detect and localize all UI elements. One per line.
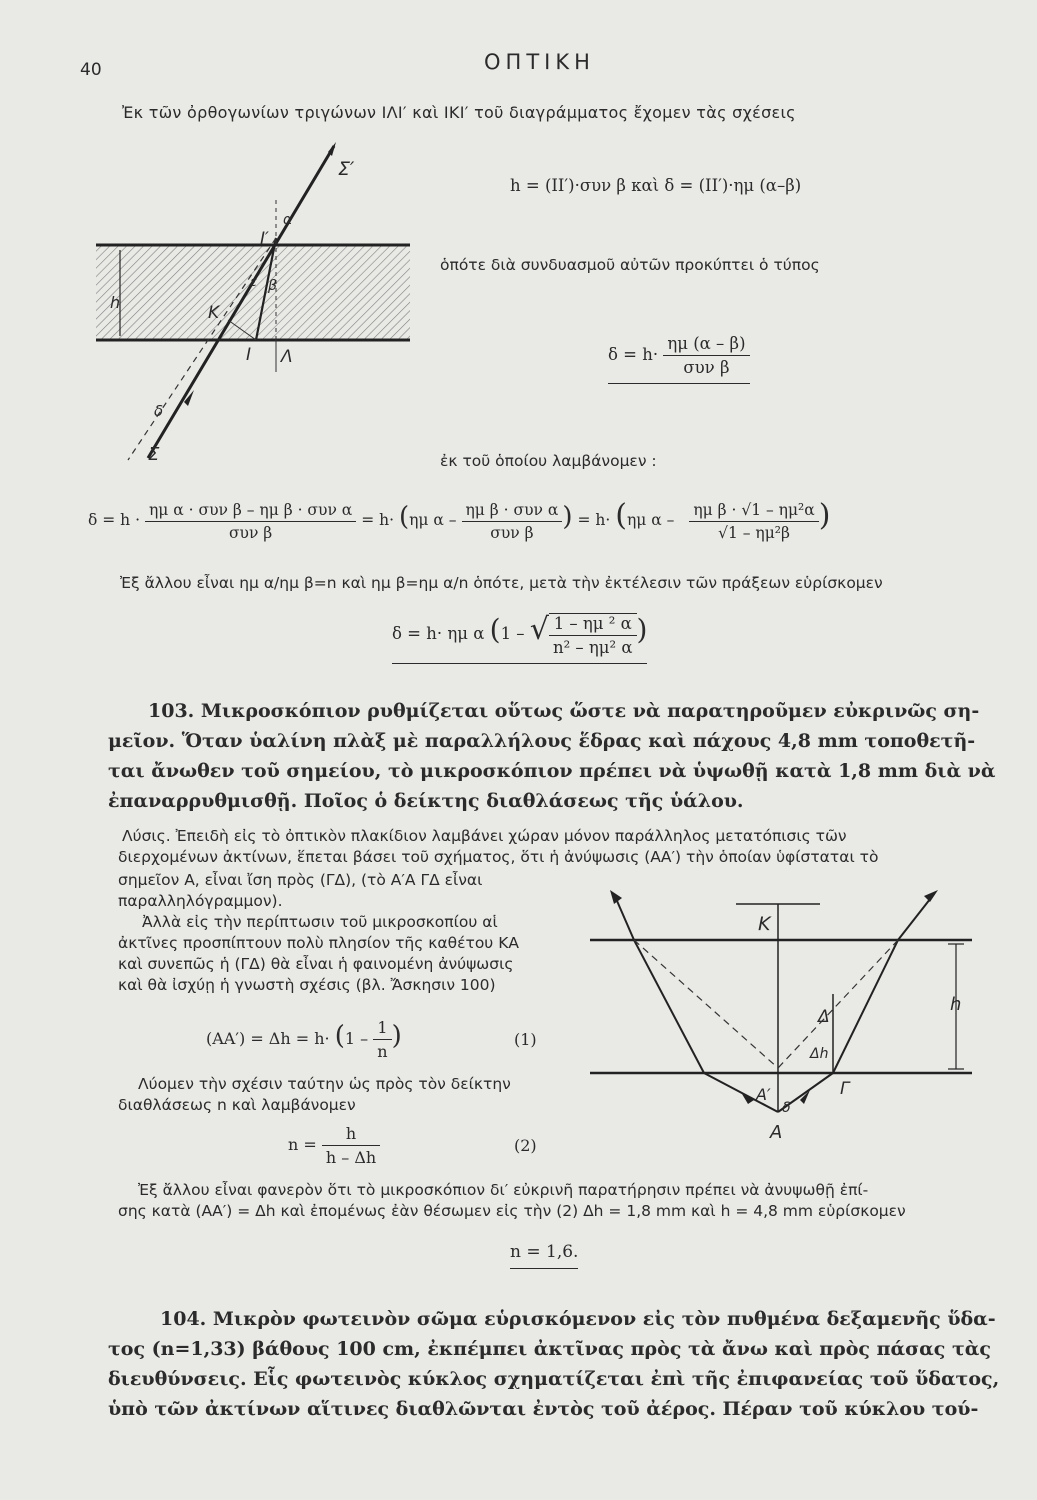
paren-close: ) bbox=[391, 1021, 402, 1051]
eq-c-f2-numerator: ημ β · συν α bbox=[462, 501, 563, 522]
label-delta-point: Δ bbox=[818, 1007, 830, 1027]
label-beta: β bbox=[268, 278, 277, 294]
ray-right-exit bbox=[898, 894, 934, 940]
solution-line: σης κατὰ (ΑΑ′) = Δh καὶ ἐπομένως ἐὰν θέσωμεν εἰς τὴν (2) Δh = 1,8 mm καὶ h = 4,8 mm εὑρίσκομεν bbox=[118, 1202, 906, 1220]
solution-line: καὶ θὰ ἰσχύῃ ἡ γνωστὴ σχέσις (βλ. Ἄσκησιν 100) bbox=[118, 976, 496, 994]
radical-sign: √ bbox=[529, 612, 549, 647]
eq-c-equals-3: = h· bbox=[577, 511, 611, 529]
problem-104 bbox=[108, 1304, 999, 1424]
label-a-prime: Α′ bbox=[756, 1085, 771, 1104]
eq-d-radicand-numerator: 1 – ημ ² α bbox=[549, 614, 637, 636]
solution-line: Ἀλλὰ εἰς τὴν περίπτωσιν τοῦ μικροσκοπίου αἱ bbox=[142, 913, 498, 931]
equation-delta-formula bbox=[608, 334, 750, 384]
solution-intro bbox=[118, 826, 878, 868]
eq2-lhs: n = bbox=[288, 1135, 317, 1154]
equation-expanded bbox=[88, 498, 830, 542]
eq-c-f3-numerator: ημ β · √1 – ημ²α bbox=[689, 501, 818, 522]
paren-open: ( bbox=[489, 613, 501, 646]
dashed-right bbox=[778, 940, 898, 1068]
page-number: 40 bbox=[80, 60, 102, 80]
eq-b-lhs: δ = h· bbox=[608, 345, 659, 364]
eq-c-f1-denominator: συν β bbox=[228, 523, 273, 542]
label-delta: δ bbox=[154, 402, 164, 420]
problem-104-line: ὑπὸ τῶν ἀκτίνων αἵτινες διαθλῶνται ἐντὸς τοῦ ἀέρος. Πέραν τοῦ κύκλου τού- bbox=[108, 1398, 979, 1420]
other-relation-line: Ἐξ ἄλλου εἶναι ημ α/ημ β=n καὶ ημ β=ημ α/n ὁπότε, μετὰ τὴν ἐκτέλεσιν τῶν πράξεων εὑρίσκομεν bbox=[120, 574, 883, 592]
solution-line: σημεῖον Α, εἶναι ἴση πρὸς (ΓΔ), (τὸ Α′Α ΓΔ εἶναι bbox=[118, 871, 483, 889]
solution-line: ἀκτῖνες προσπίπτουν πολὺ πλησίον τῆς καθέτου ΚΑ bbox=[118, 934, 519, 952]
problem-103-line: 103. Μικροσκόπιον ρυθμίζεται οὕτως ὥστε νὰ παρατηροῦμεν εὐκρινῶς ση- bbox=[148, 700, 980, 722]
problem-104-line: διευθύνσεις. Εἷς φωτεινὸς κύκλος σχηματίζεται ἐπὶ τῆς ἐπιφανείας τοῦ ὕδατος, bbox=[108, 1368, 1000, 1390]
label-k: Κ bbox=[758, 913, 771, 935]
intro-line: Ἐκ τῶν ὀρθογωνίων τριγώνων ΙΛΙ′ καὶ ΙΚΙ′ τοῦ διαγράμματος ἔχομεν τὰς σχέσεις bbox=[122, 103, 796, 122]
paren-open: ( bbox=[615, 498, 627, 533]
equation-h-delta: h = (ΙΙ′)·συν β καὶ δ = (ΙΙ′)·ημ (α–β) bbox=[510, 176, 802, 195]
dashed-left bbox=[634, 940, 778, 1068]
eq-c-lhs: δ = h · bbox=[88, 511, 141, 529]
result-n: n = 1,6. bbox=[510, 1242, 578, 1269]
eq1-lhs: (ΑΑ′) = Δh = h· bbox=[206, 1029, 330, 1048]
from-which-line: ἐκ τοῦ ὁποίου λαμβάνομεν : bbox=[440, 452, 657, 470]
problem-103 bbox=[108, 696, 995, 816]
ray-right-inside bbox=[833, 940, 898, 1073]
equation-2 bbox=[288, 1124, 380, 1167]
running-header: ΟΠΤΙΚΗ bbox=[484, 50, 595, 74]
solution-final bbox=[118, 1180, 906, 1222]
arrow-left-top bbox=[610, 890, 622, 904]
ray-left-inside bbox=[634, 940, 704, 1073]
eq-d-lhs: δ = h· ημ α bbox=[392, 624, 485, 643]
microscope-plate-figure bbox=[586, 882, 981, 1154]
label-i-prime: Ι′ bbox=[260, 229, 269, 249]
eq-c-paren2: ημ α – bbox=[409, 511, 457, 529]
label-delta-angle: δ bbox=[782, 1100, 791, 1116]
glass-plate bbox=[96, 245, 410, 340]
problem-103-line: μεῖον. Ὅταν ὑαλίνη πλὰξ μὲ παραλλήλους ἕδρας καὶ πάχους 4,8 mm τοποθετῆ- bbox=[108, 730, 976, 752]
solution-left-column bbox=[118, 870, 519, 996]
label-alpha: α bbox=[283, 212, 293, 228]
equation-final-delta bbox=[392, 612, 647, 664]
combination-line: ὁπότε διὰ συνδυασμοῦ αὐτῶν προκύπτει ὁ τύπος bbox=[440, 256, 820, 274]
arrow-right-top bbox=[924, 890, 938, 902]
solution-line: διερχομένων ἀκτίνων, ἕπεται βάσει τοῦ σχήματος, ὅτι ἡ ἀνύψωσις (ΑΑ′) τὴν ὁποίαν ὑφίσταται τὸ bbox=[118, 848, 879, 866]
paren-open: ( bbox=[398, 502, 410, 532]
label-k: Κ bbox=[208, 303, 220, 323]
eq-b-numerator: ημ (α – β) bbox=[663, 334, 749, 356]
label-sigma-prime: Σ′ bbox=[338, 158, 355, 180]
solution-line: παραλληλόγραμμον). bbox=[118, 892, 283, 910]
solve-lines bbox=[118, 1074, 511, 1116]
solution-line: καὶ συνεπῶς ἡ (ΓΔ) θὰ εἶναι ἡ φαινομένη ἀνύψωσις bbox=[118, 955, 514, 973]
eq-c-f3-denominator: √1 – ημ²β bbox=[718, 523, 790, 542]
solution-line: διαθλάσεως n καὶ λαμβάνομεν bbox=[118, 1096, 356, 1114]
label-delta-h: Δh bbox=[810, 1046, 829, 1062]
plate-refraction-figure bbox=[88, 140, 428, 480]
eq-b-denominator: συν β bbox=[683, 358, 730, 377]
eq-c-paren3: ημ α – bbox=[626, 511, 675, 529]
eq1-paren: 1 – bbox=[344, 1029, 369, 1048]
equation-2-tag: (2) bbox=[514, 1136, 537, 1155]
label-gamma: Γ bbox=[840, 1079, 850, 1099]
label-h: h bbox=[950, 994, 962, 1015]
label-epsilon: ε bbox=[250, 275, 258, 290]
eq1-denominator: n bbox=[377, 1042, 388, 1061]
eq2-denominator: h – Δh bbox=[325, 1148, 377, 1167]
problem-104-line: 104. Μικρὸν φωτεινὸν σῶμα εὑρισκόμενον εἰς τὸν πυθμένα δεξαμενῆς ὕδα- bbox=[160, 1308, 996, 1330]
problem-104-line: τος (n=1,33) βάθους 100 cm, ἐκπέμπει ἀκτῖνας πρὸς τὰ ἄνω καὶ πρὸς πάσας τὰς bbox=[108, 1338, 991, 1360]
paren-close: ) bbox=[818, 498, 831, 533]
eq2-numerator: h bbox=[322, 1124, 380, 1146]
equation-1-tag: (1) bbox=[514, 1030, 537, 1049]
problem-103-line: ἐπαναρρυθμισθῇ. Ποῖος ὁ δείκτης διαθλάσεως τῆς ὑάλου. bbox=[108, 790, 744, 812]
eq-c-f1-numerator: ημ α · συν β – ημ β · συν α bbox=[145, 501, 356, 522]
label-i: Ι bbox=[246, 345, 252, 365]
label-a: Α bbox=[770, 1122, 783, 1143]
label-h: h bbox=[110, 293, 121, 312]
paren-close: ) bbox=[636, 613, 648, 646]
eq-d-radicand-denominator: n² – ημ² α bbox=[552, 637, 633, 657]
problem-103-line: ται ἄνωθεν τοῦ σημείου, τὸ μικροσκόπιον πρέπει νὰ ὑψωθῇ κατὰ 1,8 mm διὰ νὰ bbox=[108, 760, 996, 782]
eq-c-equals-2: = h· bbox=[361, 511, 395, 529]
eq1-numerator: 1 bbox=[373, 1018, 391, 1040]
label-lambda: Λ bbox=[281, 347, 293, 367]
solution-line: Λύομεν τὴν σχέσιν ταύτην ὡς πρὸς τὸν δείκτην bbox=[138, 1075, 511, 1093]
paren-open: ( bbox=[334, 1021, 345, 1051]
solution-line: Ἐξ ἄλλου εἶναι φανερὸν ὅτι τὸ μικροσκόπιον δι′ εὐκρινῆ παρατήρησιν πρέπει νὰ ἀνυψωθῇ ἐπί- bbox=[138, 1181, 869, 1199]
label-sigma: Σ bbox=[148, 444, 160, 465]
eq-c-f2-denominator: συν β bbox=[490, 523, 534, 542]
equation-1 bbox=[206, 1018, 402, 1061]
solution-line: Λύσις. Ἐπειδὴ εἰς τὸ ὀπτικὸν πλακίδιον λαμβάνει χώραν μόνον παράλληλος μετατόπισις τῶν bbox=[122, 827, 847, 845]
paren-close: ) bbox=[562, 502, 573, 532]
eq-d-one-minus: 1 – bbox=[500, 624, 525, 643]
